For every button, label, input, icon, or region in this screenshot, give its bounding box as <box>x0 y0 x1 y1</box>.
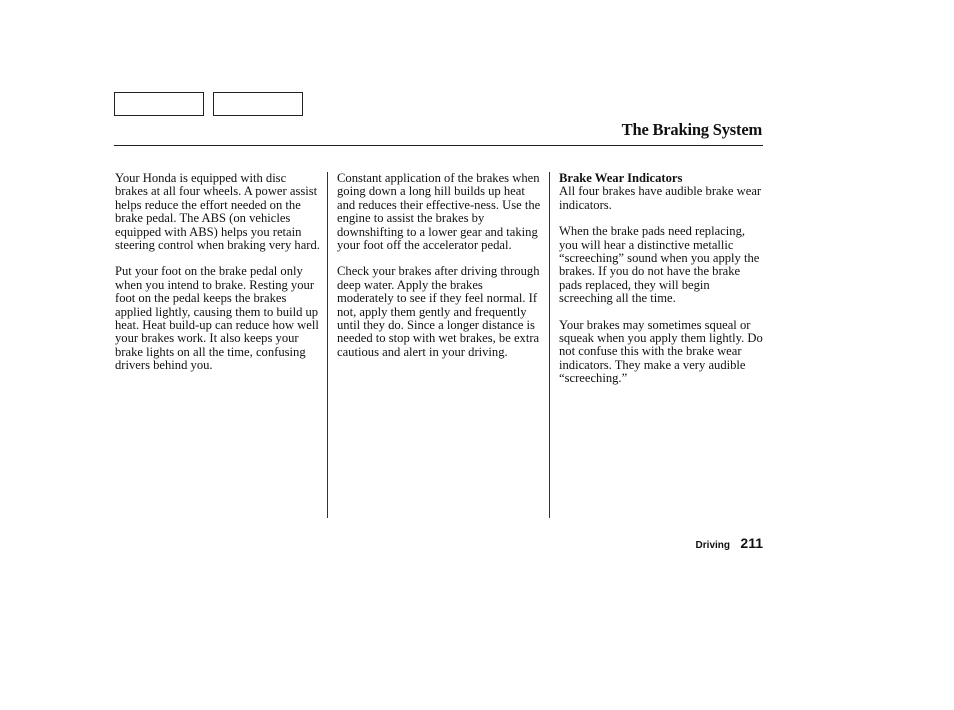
paragraph: Constant application of the brakes when going down a long hill builds up heat and reduces their effective-ness. Use the engine to assist the brakes by downshifting to a lower gear and taking your foot off the accelerator pedal. <box>337 171 541 253</box>
text-column-2 <box>337 172 542 372</box>
paragraph: Your brakes may sometimes squeal or squeak when you apply them lightly. Do not confuse this with the brake wear indicators. They make a very audible “screeching.” <box>559 317 763 386</box>
footer-section-label: Driving <box>695 540 730 551</box>
paragraph: Check your brakes after driving through deep water. Apply the brakes moderately to see if they feel normal. If not, apply them gently and frequently until they do. Since a longer distance is needed to stop with wet brakes, be extra cautious and alert in your driving. <box>337 264 540 359</box>
nav-tab-next[interactable] <box>213 92 303 116</box>
page-title: The Braking System <box>621 120 762 139</box>
column-divider <box>549 172 550 518</box>
title-divider <box>114 145 763 146</box>
page-number: 211 <box>740 535 763 551</box>
text-column-3 <box>559 172 764 399</box>
section-heading: Brake Wear Indicators <box>559 171 683 185</box>
paragraph: All four brakes have audible brake wear indicators. <box>559 184 762 212</box>
paragraph: Your Honda is equipped with disc brakes at all four wheels. A power assist helps reduce the effort needed on the brake pedal. The ABS (on vehicles equipped with ABS) helps you retain steering control when braking very hard. <box>115 171 320 253</box>
nav-tab-previous[interactable] <box>114 92 204 116</box>
column-divider <box>327 172 328 518</box>
paragraph: When the brake pads need replacing, you will hear a distinctive metallic “screeching” sound when you apply the brakes. If you do not have the brake pads replaced, they will begin screeching all the time. <box>559 224 760 306</box>
paragraph: Put your foot on the brake pedal only when you intend to brake. Resting your foot on the pedal keeps the brakes applied lightly, causing them to build up heat. Heat build-up can reduce how well your brakes work. It also keeps your brake lights on all the time, confusing drivers behind you. <box>115 264 319 373</box>
text-column-1 <box>115 172 321 386</box>
